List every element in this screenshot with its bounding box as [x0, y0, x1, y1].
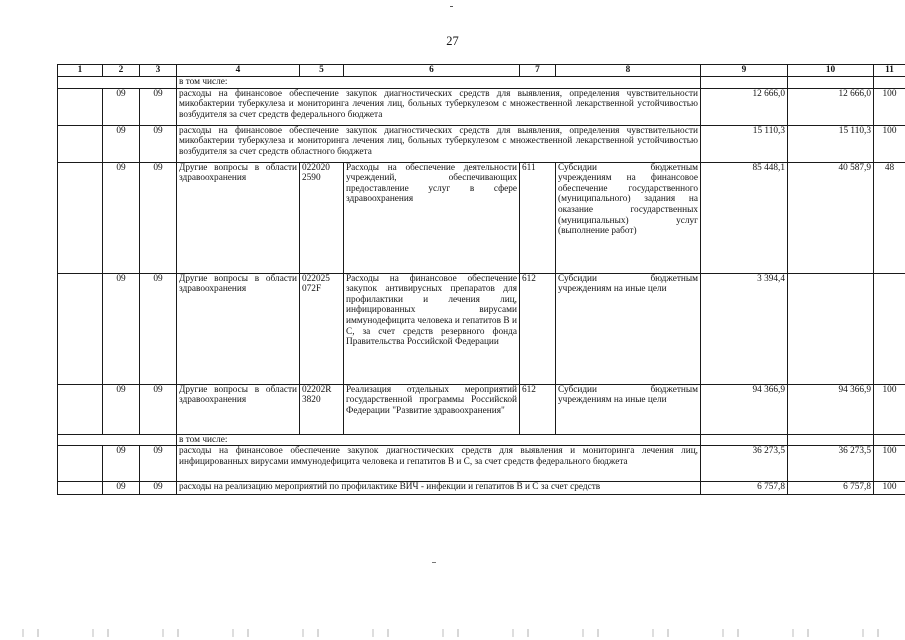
subsection-code: 09	[140, 273, 177, 384]
subsection-code: 09	[140, 125, 177, 162]
in-that-number-label: в том числе:	[177, 434, 701, 446]
header-cell: 1	[58, 65, 103, 77]
table-row	[58, 125, 905, 162]
empty-cell	[58, 482, 103, 495]
execution-percent	[874, 273, 905, 384]
execution-percent: 48	[874, 162, 905, 273]
planned-amount: 12 666,0	[701, 88, 788, 125]
planned-amount: 6 757,8	[701, 482, 788, 495]
expense-description: расходы на реализацию мероприятий по профилактике ВИЧ - инфекции и гепатитов В и С за счет средств	[177, 482, 701, 495]
table-row	[58, 446, 905, 482]
planned-amount: 15 110,3	[701, 125, 788, 162]
section-code: 09	[103, 446, 140, 482]
subsection-code: 09	[140, 384, 177, 434]
table-row	[58, 162, 905, 273]
empty-cell	[58, 273, 103, 384]
subsection-code: 09	[140, 446, 177, 482]
planned-amount: 36 273,5	[701, 446, 788, 482]
section-code: 09	[103, 162, 140, 273]
expense-type-code: 612	[520, 384, 556, 434]
section-code: 09	[103, 273, 140, 384]
table-row	[58, 482, 905, 495]
execution-percent: 100	[874, 125, 905, 162]
expense-description: расходы на финансовое обеспечение закупок диагностических средств для выявления, определения чувствительности микобактерии туберкулеза и мониторинга лечения лиц, больных туберкулезом с множественной лекарственной устойчивостью возбудителя за счет средств федерального бюджета	[177, 88, 701, 125]
execution-percent: 100	[874, 482, 905, 495]
table-row	[58, 384, 905, 434]
empty-cell	[58, 446, 103, 482]
section-code: 09	[103, 125, 140, 162]
table-row	[58, 434, 905, 446]
target-article-name: Реализация отдельных мероприятий государственной программы Российской Федерации "Развитие здравоохранения"	[344, 384, 520, 434]
execution-percent: 100	[874, 88, 905, 125]
subsection-code: 09	[140, 482, 177, 495]
table-row	[58, 88, 905, 125]
budget-table	[57, 64, 905, 495]
executed-amount: 6 757,8	[788, 482, 874, 495]
target-article-name: Расходы на финансовое обеспечение закупок антивирусных препаратов для профилактики и лечения лиц, инфицированных вирусами иммунодефицита человека и гепатитов В и С, за счет средств резервного фонда Правительства Российской Федерации	[344, 273, 520, 384]
empty-cell	[58, 77, 177, 89]
target-article-name: Расходы на обеспечение деятельности учреждений, обеспечивающих предоставление услуг в сфере здравоохранения	[344, 162, 520, 273]
empty-cell	[701, 77, 788, 89]
page-number: 27	[446, 34, 459, 48]
subsection-code: 09	[140, 88, 177, 125]
planned-amount: 94 366,9	[701, 384, 788, 434]
expense-type-name: Субсидии бюджетным учреждениям на иные цели	[556, 273, 701, 384]
header-cell: 10	[788, 65, 874, 77]
expense-description: расходы на финансовое обеспечение закупок диагностических средств для выявления и мониторинга лечения лиц, инфицированных вирусами иммунодефицита человека и гепатитов В и С, за счет средств федерального бюджета	[177, 446, 701, 482]
planned-amount: 3 394,4	[701, 273, 788, 384]
scan-bleedthrough	[0, 629, 905, 637]
execution-percent: 100	[874, 384, 905, 434]
expense-type-code: 611	[520, 162, 556, 273]
section-name: Другие вопросы в области здравоохранения	[177, 273, 300, 384]
empty-cell	[874, 434, 905, 446]
empty-cell	[58, 125, 103, 162]
executed-amount: 36 273,5	[788, 446, 874, 482]
empty-cell	[58, 434, 177, 446]
executed-amount: 94 366,9	[788, 384, 874, 434]
expense-type-code: 612	[520, 273, 556, 384]
header-cell: 8	[556, 65, 701, 77]
execution-percent: 100	[874, 446, 905, 482]
expense-type-name: Субсидии бюджетным учреждениям на финансовое обеспечение государственного (муниципального) задания на оказание государственных (муниципальных) услуг (выполнение работ)	[556, 162, 701, 273]
section-name: Другие вопросы в области здравоохранения	[177, 162, 300, 273]
expense-type-name: Субсидии бюджетным учреждениям на иные цели	[556, 384, 701, 434]
empty-cell	[788, 77, 874, 89]
empty-cell	[58, 88, 103, 125]
target-article-code: 022020 2590	[300, 162, 344, 273]
header-cell: 5	[300, 65, 344, 77]
executed-amount: 15 110,3	[788, 125, 874, 162]
empty-cell	[58, 162, 103, 273]
table-header-row	[58, 65, 905, 77]
empty-cell	[874, 77, 905, 89]
executed-amount	[788, 273, 874, 384]
section-code: 09	[103, 384, 140, 434]
section-code: 09	[103, 88, 140, 125]
planned-amount: 85 448,1	[701, 162, 788, 273]
scan-speck	[450, 6, 453, 7]
executed-amount: 12 666,0	[788, 88, 874, 125]
subsection-code: 09	[140, 162, 177, 273]
executed-amount: 40 587,9	[788, 162, 874, 273]
table-row	[58, 77, 905, 89]
header-cell: 11	[874, 65, 905, 77]
header-cell: 6	[344, 65, 520, 77]
section-code: 09	[103, 482, 140, 495]
empty-cell	[58, 384, 103, 434]
header-cell: 2	[103, 65, 140, 77]
header-cell: 3	[140, 65, 177, 77]
header-cell: 4	[177, 65, 300, 77]
expense-description: расходы на финансовое обеспечение закупок диагностических средств для выявления, определения чувствительности микобактерии туберкулеза и мониторинга лечения лиц, больных туберкулезом с множественной лекарственной устойчивостью возбудителя за счет средств областного бюджета	[177, 125, 701, 162]
section-name: Другие вопросы в области здравоохранения	[177, 384, 300, 434]
in-that-number-label: в том числе:	[177, 77, 701, 89]
target-article-code: 022025 072F	[300, 273, 344, 384]
header-cell: 7	[520, 65, 556, 77]
scan-speck	[432, 562, 436, 563]
header-cell: 9	[701, 65, 788, 77]
empty-cell	[701, 434, 788, 446]
target-article-code: 02202R 3820	[300, 384, 344, 434]
empty-cell	[788, 434, 874, 446]
table-row	[58, 273, 905, 384]
